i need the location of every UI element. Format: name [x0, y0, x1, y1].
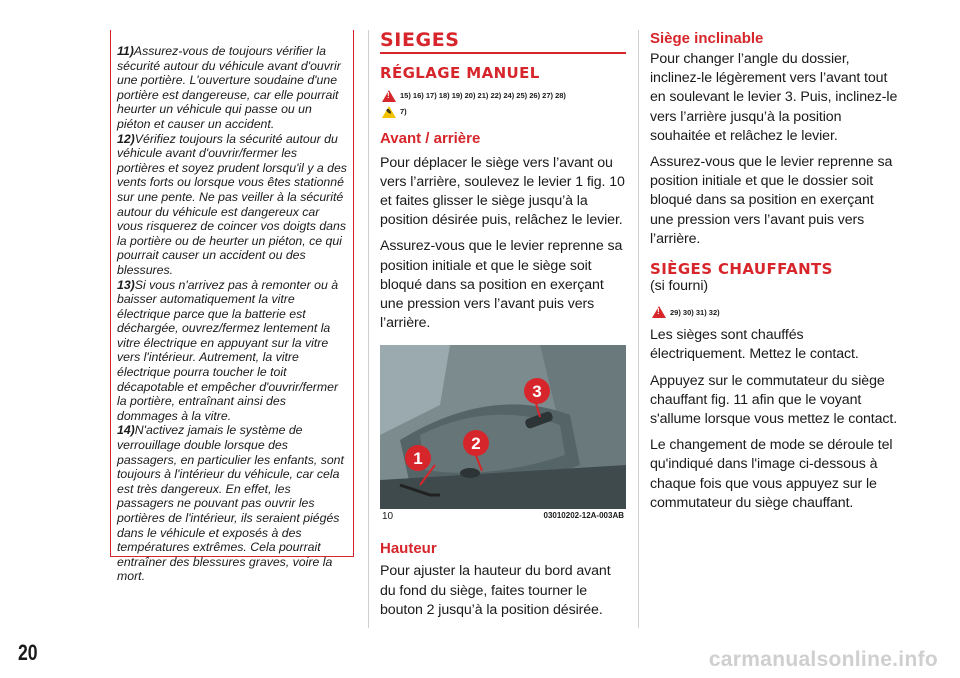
heated-seats-title: SIÈGES CHAUFFANTS: [650, 260, 833, 279]
warning-item: [117, 44, 347, 132]
figure-code: 03010202-12A-003AB: [543, 511, 624, 521]
column-divider: [368, 30, 369, 628]
page-number: 20: [18, 640, 38, 665]
note-refs-text: 7): [400, 107, 407, 116]
warning-refs: [382, 90, 626, 102]
siege-inclinable-title: Siège inclinable: [650, 30, 764, 47]
title-underline: [380, 52, 626, 54]
marker-1: 1: [413, 449, 423, 469]
seat-figure: [380, 345, 626, 509]
warning-number: 11): [117, 44, 134, 58]
paragraph: Les sièges sont chauffés électriquement. Mettez le contact.: [650, 327, 859, 363]
warning-item: [117, 423, 347, 584]
paragraph: Assurez-vous que le levier reprenne sa position initiale et que le siège soit bloqué dans sa position en exerçant une pression vers l’avant puis vers l’arrière.: [380, 238, 623, 332]
warning-number: 14): [117, 423, 135, 438]
warning-text: Si vous n'arrivez pas à remonter ou à baisser automatiquement la vitre électrique parce que la batterie est déchargée, ouvrez/fermez lentement la vitre électrique en appuyant sur la vitre vers l'intérieur. Autrement, la vitre électrique pourra toucher le toit décapotable et empêcher d'ouvrir/fermer la portière, entraînant ainsi des dommages à la vitre.: [117, 277, 339, 423]
warning-item: [117, 278, 347, 424]
paragraph: Pour déplacer le siège vers l’avant ou vers l’arrière, soulevez le levier 1 fig. 10 et faites glisser le siège jusqu’à la position désirée puis, relâchez le levier.: [380, 154, 625, 229]
heated-refs-text: 29) 30) 31) 32): [670, 307, 720, 317]
marker-2: 2: [471, 434, 481, 454]
heated-seats-note: (si fourni): [650, 278, 709, 295]
warning-refs-text: 15) 16) 17) 18) 19) 20) 21) 22) 24) 25) 26) 27) 28): [400, 91, 566, 100]
warning-triangle-icon: [382, 90, 396, 102]
figure-number: 10: [382, 511, 394, 523]
watermark: carmanualsonline.info: [708, 648, 938, 671]
avant-arriere-title: Avant / arrière: [380, 129, 481, 147]
paragraph: Pour ajuster la hauteur du bord avant du fond du siège, faites tourner le bouton 2 jusqu’à la position désirée.: [380, 563, 611, 618]
warning-number: 13): [117, 277, 135, 292]
heated-warning-refs: [652, 306, 900, 318]
note-triangle-icon: [382, 106, 396, 118]
figure-caption: [380, 511, 626, 522]
warning-triangle-icon: [652, 306, 666, 318]
warning-text: Vérifiez toujours la sécurité autour du véhicule avant d'ouvrir/fermer les portières et soyez prudent lorsqu'il y a des vents forts ou lorsque vous êtes stationné sur une pente. Ne pas veiller à la sécurité autour du véhicule est dangereux car vous risquerez de coincer vos doigts dans la portière ou de heurter un piéton, ce qui pourrait causer un accident ou des blessures.: [117, 131, 347, 277]
note-refs: [382, 106, 626, 118]
warning-text: Assurez-vous de toujours vérifier la sécurité autour du véhicule avant d'ouvrir une portière. L'ouverture soudaine d'une portière est dangereuse, car elle pourrait heurter un véhicule qui passe ou un piéton et causer un accident.: [117, 44, 341, 131]
warning-text: N'activez jamais le système de verrouillage double lorsque des passagers, en particulier les enfants, sont toujours à l'intérieur du véhicule, car cela est très dangereux. En effet, les passagers ne pouvant pas ouvrir les portières de l'intérieur, ils seraient piégés dans le véhicule et exposés à des températures extrêmes. Cela pourrait entraîner des blessures graves, voire la mort.: [117, 423, 344, 584]
column-divider: [638, 30, 639, 628]
hauteur-title: Hauteur: [380, 540, 437, 558]
section-title: SIEGES: [380, 29, 460, 51]
seat-illustration: [380, 345, 626, 509]
paragraph: Pour changer l’angle du dossier, inclinez-le légèrement vers l’avant tout en soulevant le levier 3. Puis, inclinez-le vers l’arrière jusqu’à la position souhaitée et relâchez le levier.: [650, 51, 898, 144]
paragraph: Assurez-vous que le levier reprenne sa position initiale et que le dossier soit bloqué dans sa position en exerçant une pression vers l’avant puis vers l’arrière.: [650, 154, 893, 247]
seats-column-2: [650, 30, 900, 520]
warning-number: 12): [117, 131, 135, 146]
paragraph: Le changement de mode se déroule tel qu'indiqué dans l'image ci-dessous à chaque fois que vous appuyez sur le commutateur du siège chauffant.: [650, 437, 893, 511]
subsection-title: RÉGLAGE MANUEL: [380, 63, 540, 82]
paragraph: Appuyez sur le commutateur du siège chauffant fig. 11 afin que le voyant s'allume lorsque vous mettez le contact.: [650, 372, 898, 428]
warning-item: [117, 132, 347, 278]
marker-3: 3: [532, 382, 542, 402]
warnings-box: [110, 30, 354, 584]
seats-column: [380, 30, 626, 627]
